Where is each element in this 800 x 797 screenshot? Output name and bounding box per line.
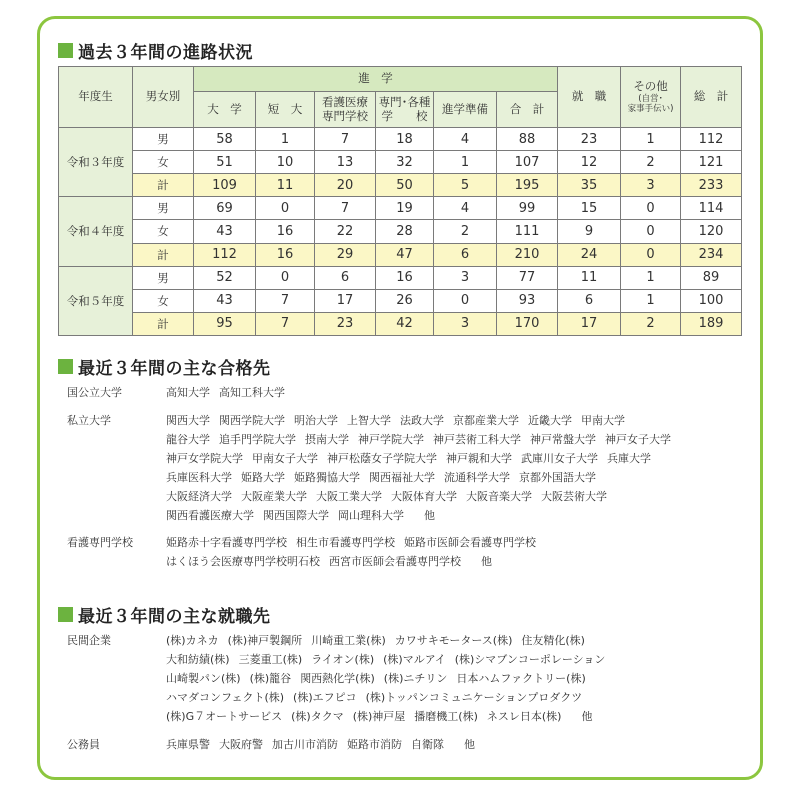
value-cell: 43 [194,220,256,243]
list-item: (株)カネカ [166,634,219,647]
value-cell: 50 [376,174,434,197]
header-kango [315,92,376,128]
gender-cell: 計 [133,174,194,197]
year-cell: 令和４年度 [59,197,133,266]
value-cell: 43 [194,289,256,312]
list-line [166,533,746,552]
gender-cell: 女 [133,151,194,174]
value-cell: 2 [434,220,497,243]
list-line [166,449,746,468]
list-item: ハマダコンフェクト(株) [166,691,285,704]
table-row [59,266,742,289]
value-cell: 58 [194,128,256,151]
list-item: 他 [570,710,593,723]
header-senmon [376,92,434,128]
value-cell: 0 [621,243,681,266]
value-cell: 16 [256,220,315,243]
value-cell: 16 [376,266,434,289]
list-item: 神戸親和大学 [446,452,512,465]
list-item: 摂南大学 [305,433,349,446]
value-cell: 32 [376,151,434,174]
value-cell: 0 [621,220,681,243]
table-row [59,220,742,243]
value-cell: 11 [558,266,621,289]
list-line [166,650,746,669]
header-other [621,67,681,128]
list-item: 上智大学 [347,414,391,427]
gender-cell: 男 [133,128,194,151]
list-item: 三菱重工(株) [238,653,303,666]
value-cell: 111 [497,220,558,243]
header-sokei: 総 計 [681,67,742,128]
value-cell: 93 [497,289,558,312]
header-senmon-line1: 専門･各種 [378,94,431,109]
value-cell: 3 [434,266,497,289]
header-other-label: その他 [633,78,668,93]
header-gokei: 合 計 [497,92,558,128]
value-cell: 112 [194,243,256,266]
category-items [166,533,746,571]
value-cell: 18 [376,128,434,151]
value-cell: 6 [315,266,376,289]
heading-square-icon [58,607,73,622]
list-item: 兵庫大学 [607,452,651,465]
list-item: 他 [413,509,435,522]
list-line [166,468,746,487]
value-cell: 107 [497,151,558,174]
list-item: 西宮市医師会看護専門学校 [329,555,461,568]
value-cell: 233 [681,174,742,197]
heading-square-icon [58,43,73,58]
value-cell: 7 [315,197,376,220]
header-shingaku: 進 学 [194,67,558,92]
gender-cell: 男 [133,266,194,289]
list-item: カワサキモータース(株) [394,634,513,647]
value-cell: 2 [621,312,681,335]
category-label: 看護専門学校 [67,536,133,549]
list-item: 大和紡績(株) [166,653,230,666]
list-line [166,631,746,650]
list-item: 京都外国語大学 [519,471,596,484]
value-cell: 0 [434,289,497,312]
value-cell: 189 [681,312,742,335]
list-item: (株)シマブンコーポレーション [454,653,606,666]
list-item: 高知工科大学 [219,386,285,399]
value-cell: 4 [434,197,497,220]
header-junbi: 進学準備 [434,92,497,128]
list-item: 他 [453,738,475,751]
header-senmon-line2: 学 校 [381,108,428,123]
table-row [59,243,742,266]
table-row [59,289,742,312]
list-item: (株)神戸製鋼所 [227,634,303,647]
value-cell: 47 [376,243,434,266]
list-item: 関西国際大学 [263,509,329,522]
header-tandai: 短 大 [256,92,315,128]
list-item: 関西大学 [166,414,210,427]
value-cell: 17 [558,312,621,335]
category-items [166,735,746,754]
value-cell: 9 [558,220,621,243]
list-item: (株)タクマ [291,710,344,723]
list-item: 近畿大学 [528,414,572,427]
gender-cell: 女 [133,220,194,243]
jobs-title: 最近３年間の主な就職先 [78,607,271,627]
value-cell: 24 [558,243,621,266]
list-item: 住友精化(株) [521,634,585,647]
value-cell: 22 [315,220,376,243]
year-cell: 令和５年度 [59,266,133,335]
list-item: 加古川市消防 [272,738,338,751]
list-item: (株)ニチリン [383,672,448,685]
value-cell: 23 [558,128,621,151]
list-item: 他 [470,555,492,568]
value-cell: 114 [681,197,742,220]
value-cell: 23 [315,312,376,335]
gender-cell: 計 [133,312,194,335]
gender-cell: 計 [133,243,194,266]
list-item: 大阪芸術大学 [541,490,607,503]
list-line [166,411,746,430]
list-item: 姫路市消防 [347,738,402,751]
value-cell: 7 [315,128,376,151]
list-item: 兵庫県警 [166,738,210,751]
value-cell: 0 [621,197,681,220]
list-item: 神戸女子大学 [605,433,671,446]
list-item: 神戸女学院大学 [166,452,243,465]
category-label: 民間企業 [67,634,111,647]
list-item: (株)トッパンコミュニケーションプロダクツ [365,691,583,704]
header-daigaku: 大 学 [194,92,256,128]
value-cell: 7 [256,312,315,335]
value-cell: 20 [315,174,376,197]
list-item: 姫路大学 [241,471,285,484]
value-cell: 89 [681,266,742,289]
value-cell: 210 [497,243,558,266]
value-cell: 99 [497,197,558,220]
list-item: 神戸学院大学 [358,433,424,446]
value-cell: 1 [621,289,681,312]
list-line [166,688,746,707]
value-cell: 29 [315,243,376,266]
list-item: 川崎重工業(株) [311,634,386,647]
table-row [59,128,742,151]
list-item: 神戸常盤大学 [530,433,596,446]
header-kango-line2: 専門学校 [322,108,368,123]
table-row [59,312,742,335]
category-label: 私立大学 [67,414,111,427]
value-cell: 6 [558,289,621,312]
table-row [59,197,742,220]
list-item: 大阪体育大学 [391,490,457,503]
list-item: 大阪工業大学 [316,490,382,503]
value-cell: 170 [497,312,558,335]
table-row [59,151,742,174]
category-items [166,383,746,402]
value-cell: 88 [497,128,558,151]
list-item: 流通科学大学 [444,471,510,484]
list-item: 播磨機工(株) [414,710,478,723]
value-cell: 121 [681,151,742,174]
category-label: 公務員 [67,738,100,751]
value-cell: 13 [315,151,376,174]
list-item: 兵庫医科大学 [166,471,232,484]
stats-title: 過去３年間の進路状況 [78,43,253,63]
value-cell: 100 [681,289,742,312]
list-item: 関西学院大学 [219,414,285,427]
value-cell: 28 [376,220,434,243]
value-cell: 69 [194,197,256,220]
list-item: 姫路市医師会看護専門学校 [404,536,536,549]
gender-cell: 男 [133,197,194,220]
list-item: 大阪産業大学 [241,490,307,503]
list-item: 大阪経済大学 [166,490,232,503]
list-item: 法政大学 [400,414,444,427]
list-item: はくほう会医療専門学校明石校 [166,555,320,568]
value-cell: 1 [434,151,497,174]
list-item: 京都産業大学 [453,414,519,427]
value-cell: 5 [434,174,497,197]
value-cell: 2 [621,151,681,174]
list-item: (株)エフピコ [293,691,357,704]
value-cell: 10 [256,151,315,174]
list-item: 神戸松蔭女子学院大学 [327,452,437,465]
value-cell: 4 [434,128,497,151]
list-item: 神戸芸術工科大学 [433,433,521,446]
value-cell: 1 [256,128,315,151]
header-other-sub1: (自営･ [638,93,663,104]
value-cell: 109 [194,174,256,197]
list-item: (株)籠谷 [249,672,292,685]
value-cell: 3 [621,174,681,197]
category-label: 国公立大学 [67,386,122,399]
heading-square-icon [58,359,73,374]
list-item: 明治大学 [294,414,338,427]
value-cell: 234 [681,243,742,266]
value-cell: 120 [681,220,742,243]
value-cell: 11 [256,174,315,197]
value-cell: 42 [376,312,434,335]
stats-heading [58,38,253,63]
list-item: 関西福祉大学 [369,471,435,484]
year-cell: 令和３年度 [59,128,133,197]
value-cell: 35 [558,174,621,197]
list-line [166,735,746,754]
value-cell: 26 [376,289,434,312]
value-cell: 7 [256,289,315,312]
value-cell: 6 [434,243,497,266]
list-item: 日本ハムファクトリー(株) [456,672,586,685]
gender-cell: 女 [133,289,194,312]
list-item: 大阪音楽大学 [466,490,532,503]
list-item: 関西熱化学(株) [300,672,375,685]
value-cell: 112 [681,128,742,151]
value-cell: 52 [194,266,256,289]
list-item: 高知大学 [166,386,210,399]
list-line [166,506,746,525]
passes-title: 最近３年間の主な合格先 [78,359,271,379]
list-item: 自衛隊 [411,738,444,751]
value-cell: 1 [621,128,681,151]
jobs-heading [58,602,271,627]
list-item: (株)マルアイ [383,653,446,666]
header-other-sub2: 家事手伝い) [627,103,674,114]
list-line [166,430,746,449]
category-items [166,411,746,525]
list-line [166,552,746,571]
list-item: 龍谷大学 [166,433,210,446]
value-cell: 0 [256,197,315,220]
list-item: (株)G７オートサービス [166,710,283,723]
value-cell: 195 [497,174,558,197]
table-row [59,174,742,197]
list-line [166,669,746,688]
list-item: (株)神戸屋 [352,710,406,723]
list-item: 姫路獨協大学 [294,471,360,484]
list-item: ライオン(株) [311,653,375,666]
value-cell: 0 [256,266,315,289]
header-gender: 男女別 [133,67,194,128]
value-cell: 15 [558,197,621,220]
list-item: 姫路赤十字看護専門学校 [166,536,287,549]
value-cell: 3 [434,312,497,335]
value-cell: 16 [256,243,315,266]
passes-heading [58,354,271,379]
list-item: 甲南女子大学 [252,452,318,465]
list-line [166,383,746,402]
value-cell: 95 [194,312,256,335]
list-item: 岡山理科大学 [338,509,404,522]
value-cell: 77 [497,266,558,289]
career-stats-table [58,66,742,336]
list-item: 山崎製パン(株) [166,672,241,685]
value-cell: 1 [621,266,681,289]
value-cell: 51 [194,151,256,174]
value-cell: 17 [315,289,376,312]
list-line [166,487,746,506]
list-item: 甲南大学 [581,414,625,427]
value-cell: 12 [558,151,621,174]
list-item: 追手門学院大学 [219,433,296,446]
header-kango-line1: 看護医療 [322,94,368,109]
list-item: 大阪府警 [219,738,263,751]
header-shushoku: 就 職 [558,67,621,128]
list-item: 相生市看護専門学校 [296,536,395,549]
list-item: 関西看護医療大学 [166,509,254,522]
list-item: ネスレ日本(株) [486,710,562,723]
list-item: 武庫川女子大学 [521,452,598,465]
category-items [166,631,746,726]
list-line [166,707,746,726]
value-cell: 19 [376,197,434,220]
header-year: 年度生 [59,67,133,128]
stats-body [59,128,742,336]
